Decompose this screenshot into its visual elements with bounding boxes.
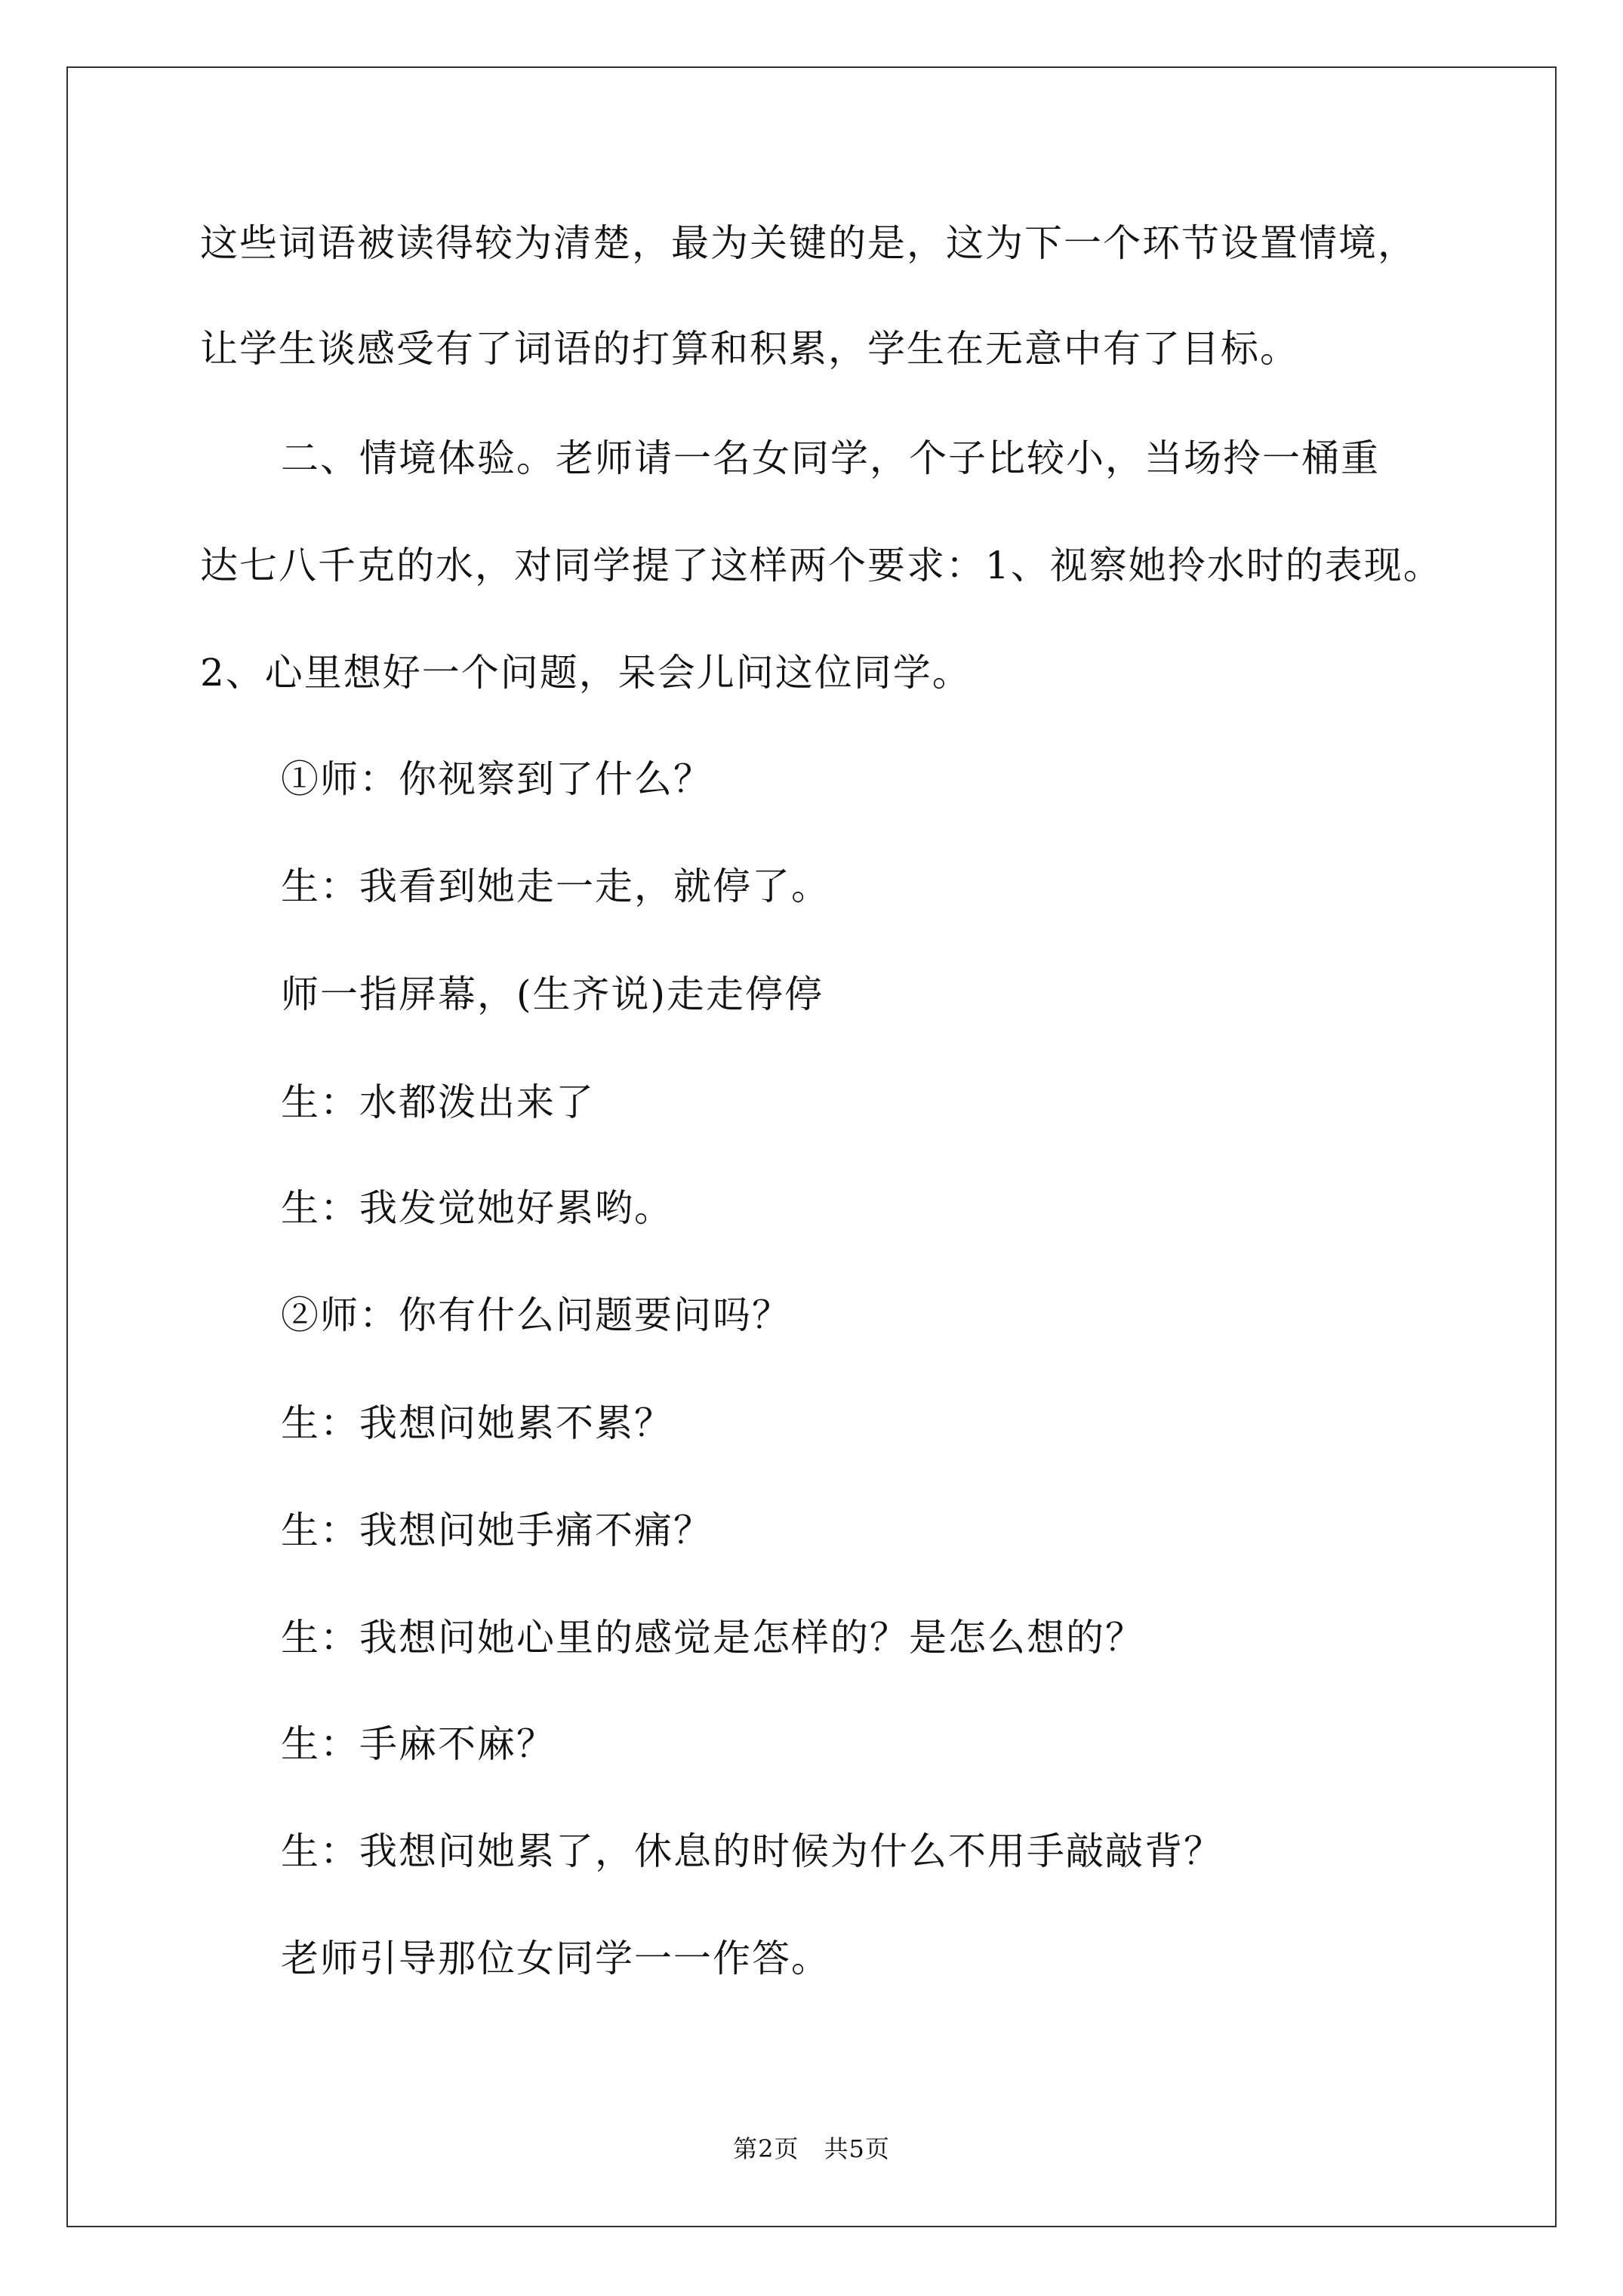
paragraph-line: 达七八千克的水，对同学提了这样两个要求：1、视察她拎水时的表现。 [200, 544, 1443, 587]
paragraph-line: 生：我想问她手痛不痛？ [281, 1509, 713, 1552]
paragraph-line: 二、情境体验。老师请一名女同学，个子比较小，当场拎一桶重 [281, 436, 1380, 480]
paragraph-line: 2、心里想好一个问题，呆会儿问这位同学。 [200, 651, 972, 695]
paragraph-line: 让学生谈感受有了词语的打算和积累，学生在无意中有了目标。 [200, 327, 1299, 371]
paragraph-line: 生：手麻不麻？ [281, 1722, 556, 1766]
paragraph-line: 生：水都泼出来了 [281, 1080, 595, 1124]
page-number: 第2页 共5页 [733, 2134, 890, 2163]
page-border [66, 66, 1557, 2227]
paragraph-line: 老师引导那位女同学一一作答。 [281, 1937, 830, 1980]
paragraph-line: 师一指屏幕，(生齐说)走走停停 [281, 972, 824, 1016]
paragraph-line: 生：我看到她走一走，就停了。 [281, 864, 830, 908]
paragraph-line: 生：我发觉她好累哟。 [281, 1186, 673, 1230]
paragraph-line: 生：我想问她心里的感觉是怎样的？是怎么想的？ [281, 1616, 1144, 1660]
paragraph-line: 生：我想问她累了，休息的时候为什么不用手敲敲背？ [281, 1829, 1223, 1873]
paragraph-line: ①师：你视察到了什么？ [281, 757, 713, 801]
paragraph-line: 生：我想问她累不累？ [281, 1401, 673, 1445]
paragraph-line: ②师：你有什么问题要问吗？ [281, 1293, 791, 1337]
paragraph-line: 这些词语被读得较为清楚，最为关键的是，这为下一个环节设置情境， [200, 221, 1417, 265]
